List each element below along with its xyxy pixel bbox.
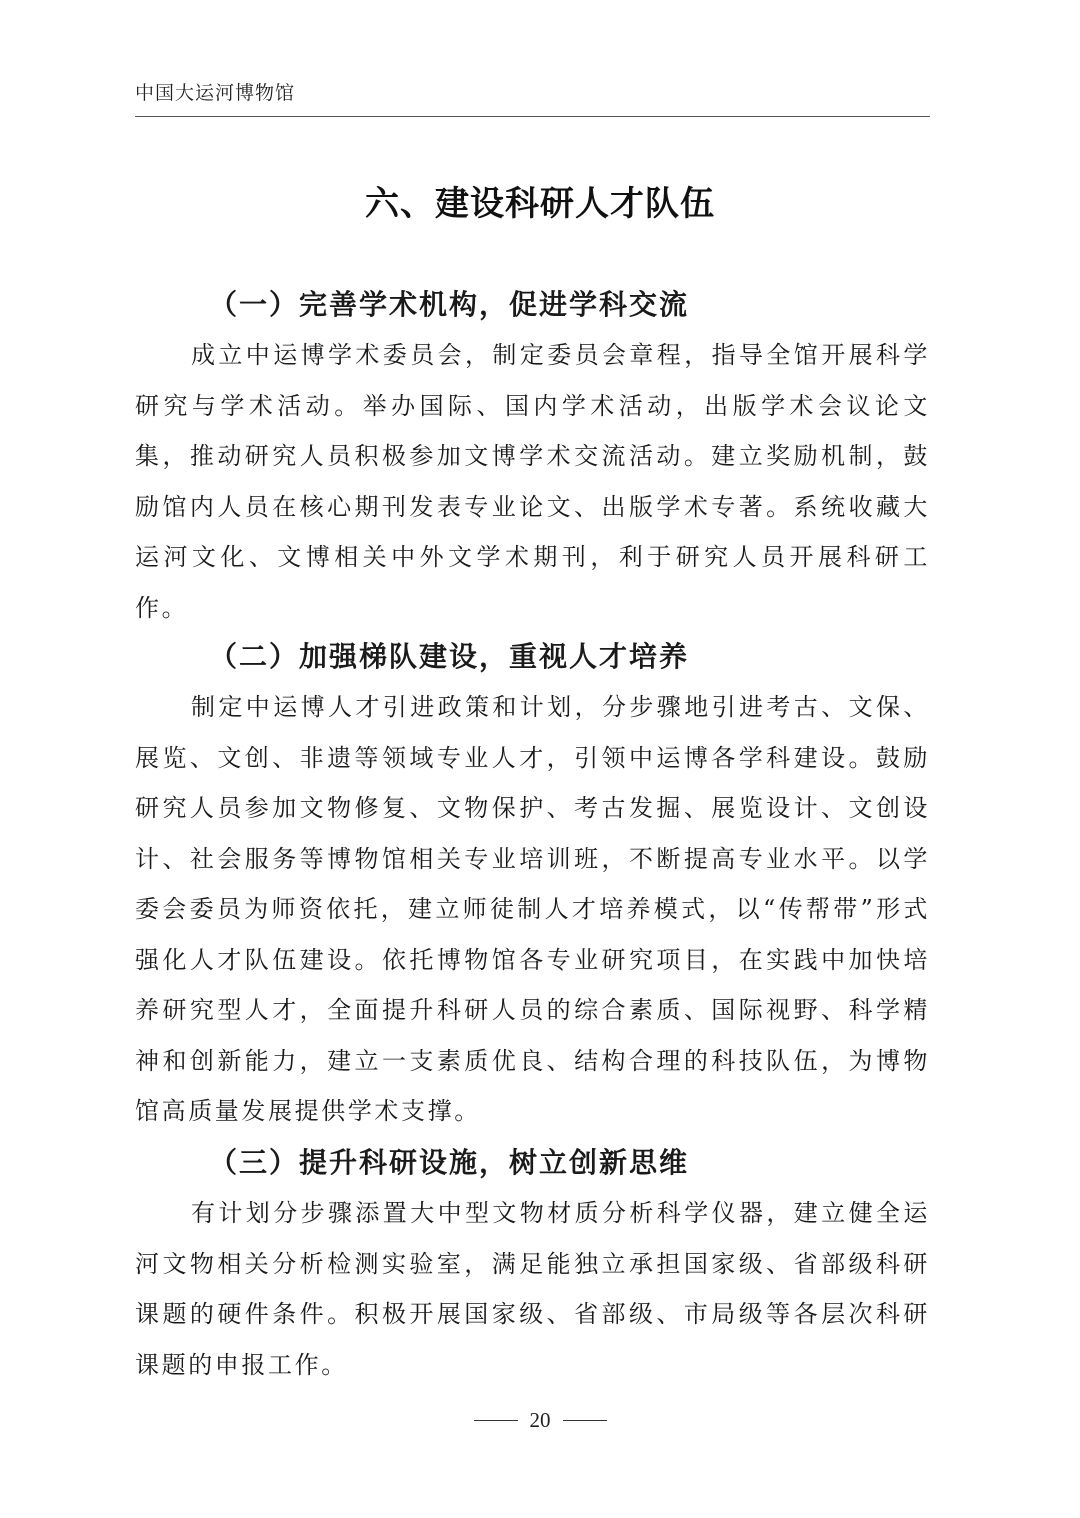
section-paragraph: 成立中运博学术委员会，制定委员会章程，指导全馆开展科学研究与学术活动。举办国际、国内学术活动，出版学术会议论文集，推动研究人员积极参加文博学术交流活动。建立奖励机制，鼓励馆内人员在核心期刊发表专业论文、出版学术专著。系统收藏大运河文化、文博相关中外文学术期刊，利于研究人员开展科研工作。 [135,341,930,622]
section-1 [135,280,930,633]
running-header: 中国大运河博物馆 [135,82,296,104]
section-paragraph: 有计划分步骤添置大中型文物材质分析科学仪器，建立健全运河文物相关分析检测实验室，满足能独立承担国家级、省部级科研课题的硬件条件。积极开展国家级、省部级、市局级等各层次科研课题的申报工作。 [135,1199,930,1379]
section-heading: （二）加强梯队建设，重视人才培养 [209,640,690,673]
page-number: 20 [529,1408,551,1432]
page-footer [0,1408,1080,1433]
section-heading: （三）提升科研设施，树立创新思维 [209,1146,690,1179]
section-heading: （一）完善学术机构，促进学科交流 [209,288,690,321]
footer-rule-left [474,1420,518,1421]
header-divider [135,116,930,117]
footer-rule-right [563,1420,607,1421]
section-3 [135,1138,930,1390]
section-2 [135,632,930,1137]
section-paragraph: 制定中运博人才引进政策和计划，分步骤地引进考古、文保、展览、文创、非遗等领域专业人才，引领中运博各学科建设。鼓励研究人员参加文物修复、文物保护、考古发掘、展览设计、文创设计、社会服务等博物馆相关专业培训班，不断提高专业水平。以学委会委员为师资依托，建立师徒制人才培养模式，以“传帮带”形式强化人才队伍建设。依托博物馆各专业研究项目，在实践中加快培养研究型人才，全面提升科研人员的综合素质、国际视野、科学精神和创新能力，建立一支素质优良、结构合理的科技队伍，为博物馆高质量发展提供学术支撑。 [135,693,930,1125]
chapter-title: 六、建设科研人才队伍 [365,184,715,224]
